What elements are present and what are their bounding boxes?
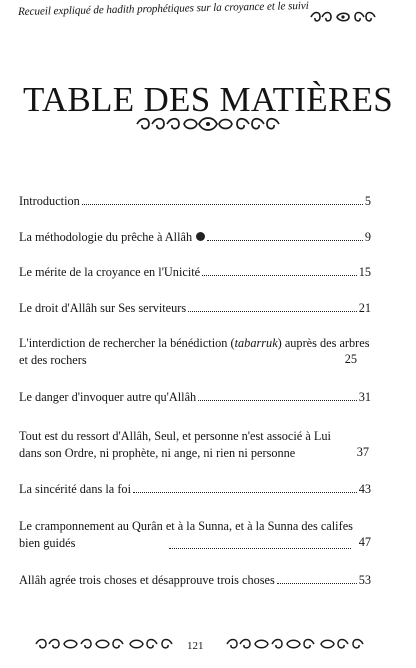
toc-entry[interactable]	[19, 389, 371, 406]
toc-line	[19, 481, 371, 498]
title-ornament-icon	[133, 116, 283, 132]
toc-entry-title: Le danger d'invoquer autre qu'Allâh	[19, 390, 197, 404]
toc-page-number: 47	[358, 535, 371, 549]
salutation-icon	[196, 232, 205, 241]
dot-leader	[207, 240, 363, 241]
running-header	[17, 0, 416, 28]
toc-entry-title: Le mérite de la croyance en l'Unicité	[19, 265, 201, 279]
toc-entry[interactable]	[19, 193, 371, 210]
toc-entry-title: Introduction	[19, 194, 80, 208]
toc-dot-leader-line	[169, 548, 351, 549]
footer-right-ornament-icon	[224, 637, 372, 651]
running-title: Recueil expliqué de hadith prophétiques sur la croyance et le suivi	[17, 0, 309, 18]
dot-leader	[188, 311, 357, 312]
toc-page-number: 31	[358, 390, 371, 404]
toc-page-number: 9	[364, 230, 371, 244]
toc-line	[19, 264, 371, 281]
toc-entry[interactable]	[19, 229, 371, 246]
toc-page-number: 53	[358, 573, 371, 587]
toc-entry-title: L'interdiction de rechercher la bénédiction (tabarruk) auprès des arbres et des rochers	[19, 336, 370, 367]
toc-page-number: 37	[356, 445, 369, 459]
toc-page-number: 25	[344, 352, 357, 366]
toc-line	[19, 193, 371, 210]
toc-entry[interactable]	[19, 264, 371, 281]
toc-entry[interactable]	[19, 572, 371, 589]
toc-entry-title: Tout est du ressort d'Allâh, Seul, et personne n'est associé à Lui dans son Ordre, ni prophète, ni ange, ni rien ni personne	[19, 429, 331, 460]
header-ornament-icon	[308, 10, 378, 24]
toc-line	[19, 300, 371, 317]
toc-entry[interactable]	[19, 481, 371, 498]
dot-leader	[133, 492, 357, 493]
toc-page-number: 43	[358, 482, 371, 496]
toc-entry[interactable]	[19, 300, 371, 317]
toc-line	[19, 229, 371, 246]
toc-entry[interactable]	[19, 335, 371, 368]
toc-page-number: 15	[358, 265, 371, 279]
toc-line	[19, 389, 371, 406]
page-number: 121	[187, 640, 204, 652]
dot-leader	[277, 583, 357, 584]
toc-page-number: 5	[364, 194, 371, 208]
toc-entry-title: La sincérité dans la foi	[19, 482, 131, 496]
toc-entry[interactable]	[19, 518, 371, 551]
dot-leader	[202, 275, 357, 276]
toc-entry[interactable]	[19, 428, 371, 461]
toc-entry-title: Le droit d'Allâh sur Ses serviteurs	[19, 301, 187, 315]
dot-leader	[198, 400, 356, 401]
toc-entry-title: La méthodologie du prêche à Allâh	[19, 230, 193, 244]
toc-line	[19, 572, 371, 589]
dot-leader	[82, 204, 363, 205]
footer-left-ornament-icon	[33, 637, 181, 651]
page-title: TABLE DES MATIÈRES	[22, 80, 394, 119]
toc-entry-title: Allâh agrée trois choses et désapprouve trois choses	[19, 573, 275, 587]
toc-page-number: 21	[358, 301, 371, 315]
toc-entry-title: Le cramponnement au Qurân et à la Sunna, et à la Sunna des califes bien guidés	[19, 519, 353, 550]
